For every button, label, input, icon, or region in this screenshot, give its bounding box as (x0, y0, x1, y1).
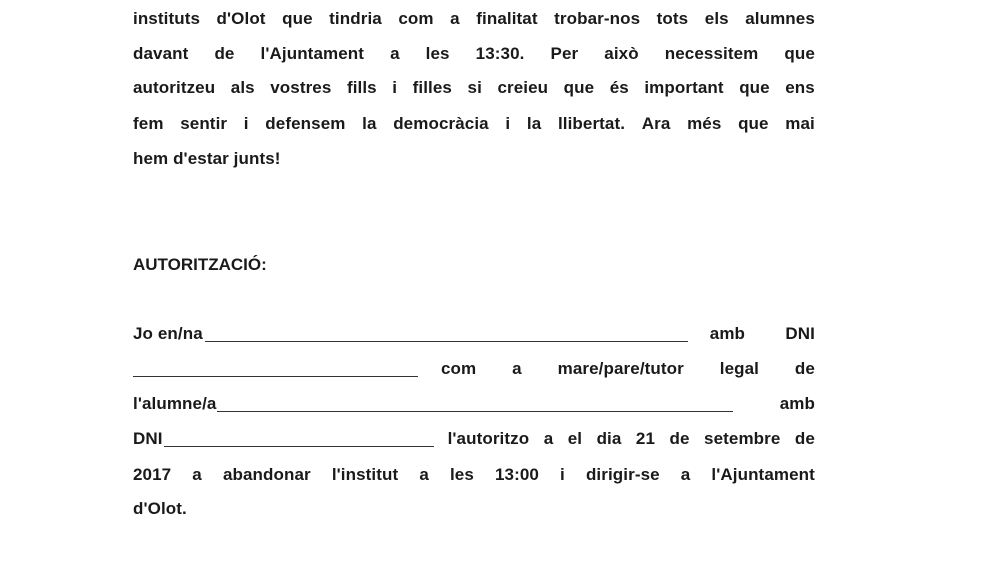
word: de (214, 44, 235, 63)
intro-line-3 (133, 77, 815, 99)
auth-name-label: Jo en/na (133, 324, 203, 343)
intro-line-1 (133, 8, 815, 30)
word: i (505, 114, 511, 133)
word: d'Olot (216, 9, 266, 28)
auth-row-5 (133, 464, 815, 486)
word: important (644, 78, 724, 97)
intro-line-4 (133, 113, 815, 135)
word: vostres (270, 78, 332, 97)
word: 13:00 (494, 465, 539, 484)
word: que (738, 114, 769, 133)
word: a (512, 359, 522, 378)
word: filles (412, 78, 452, 97)
word: sentir (180, 114, 228, 133)
word: i (560, 465, 565, 484)
auth-row-3-end: amb (779, 394, 815, 413)
word: l'autoritzo (447, 429, 530, 448)
word: defensem (265, 114, 346, 133)
auth-row-3 (133, 393, 815, 415)
student-dni-blank[interactable] (164, 430, 434, 447)
word: legal (719, 359, 759, 378)
word: la (362, 114, 377, 133)
word: a (450, 9, 460, 28)
word: mai (785, 114, 815, 133)
word: a (543, 429, 554, 448)
word: a (419, 465, 429, 484)
word: necessitem (664, 44, 759, 63)
word: 21 (635, 429, 656, 448)
word: a (192, 465, 202, 484)
word: com (398, 9, 434, 28)
word: tindria (329, 9, 382, 28)
authorization-heading: AUTORITZACIÓ: (133, 255, 267, 274)
word: als (230, 78, 255, 97)
word: creieu (497, 78, 549, 97)
word: de (794, 359, 815, 378)
word: ens (785, 78, 815, 97)
auth-row-4-text (448, 428, 815, 450)
student-label: l'alumne/a (133, 394, 217, 413)
auth-row-1-end (710, 323, 815, 345)
word: si (467, 78, 482, 97)
auth-row-4 (133, 428, 815, 450)
auth-row-6-text: d'Olot. (133, 499, 187, 518)
word: mare/pare/tutor (557, 359, 684, 378)
student-name-blank[interactable] (217, 395, 733, 412)
word: els (704, 9, 729, 28)
word: Per (550, 44, 579, 63)
word: i (392, 78, 398, 97)
word: és (609, 78, 629, 97)
intro-line-5 (133, 148, 815, 170)
auth-row-2-text (441, 358, 815, 380)
word: la (526, 114, 542, 133)
word: instituts (133, 9, 201, 28)
word: fills (346, 78, 377, 97)
word: que (784, 44, 815, 63)
word: trobar-nos (554, 9, 641, 28)
word: a (390, 44, 400, 63)
word: dirigir-se (585, 465, 660, 484)
word: setembre (704, 429, 781, 448)
word: DNI (785, 324, 815, 343)
word: finalitat (476, 9, 538, 28)
auth-row-6 (133, 498, 815, 520)
word: Ara (641, 114, 671, 133)
word: que (739, 78, 770, 97)
word: alumnes (745, 9, 815, 28)
word: autoritzeu (133, 78, 216, 97)
word: tots (656, 9, 689, 28)
word: abandonar (222, 465, 311, 484)
word: llibertat. (557, 114, 626, 133)
word: amb (709, 324, 746, 343)
word: més (687, 114, 722, 133)
word: que (282, 9, 313, 28)
word: democràcia (393, 114, 489, 133)
word: i (243, 114, 249, 133)
auth-row-1 (133, 323, 815, 345)
word: l'Ajuntament (260, 44, 365, 63)
word: el (567, 429, 583, 448)
word: això (604, 44, 639, 63)
word: com (441, 359, 477, 378)
word: de (669, 429, 690, 448)
word: l'Ajuntament (711, 465, 815, 484)
word: de (794, 429, 815, 448)
word: l'institut (331, 465, 399, 484)
word: dia (596, 429, 622, 448)
intro-line-5-text: hem d'estar junts! (133, 149, 281, 168)
parent-name-blank[interactable] (205, 325, 688, 342)
word: 13:30. (475, 44, 525, 63)
word: que (563, 78, 595, 97)
word: les (425, 44, 450, 63)
word: fem (133, 114, 164, 133)
student-dni-label: DNI (133, 429, 163, 448)
word: davant (133, 44, 189, 63)
auth-row-2 (133, 358, 815, 380)
word: 2017 (133, 465, 172, 484)
word: les (449, 465, 474, 484)
parent-dni-blank[interactable] (133, 360, 418, 377)
word: a (680, 465, 691, 484)
intro-line-2 (133, 43, 815, 65)
